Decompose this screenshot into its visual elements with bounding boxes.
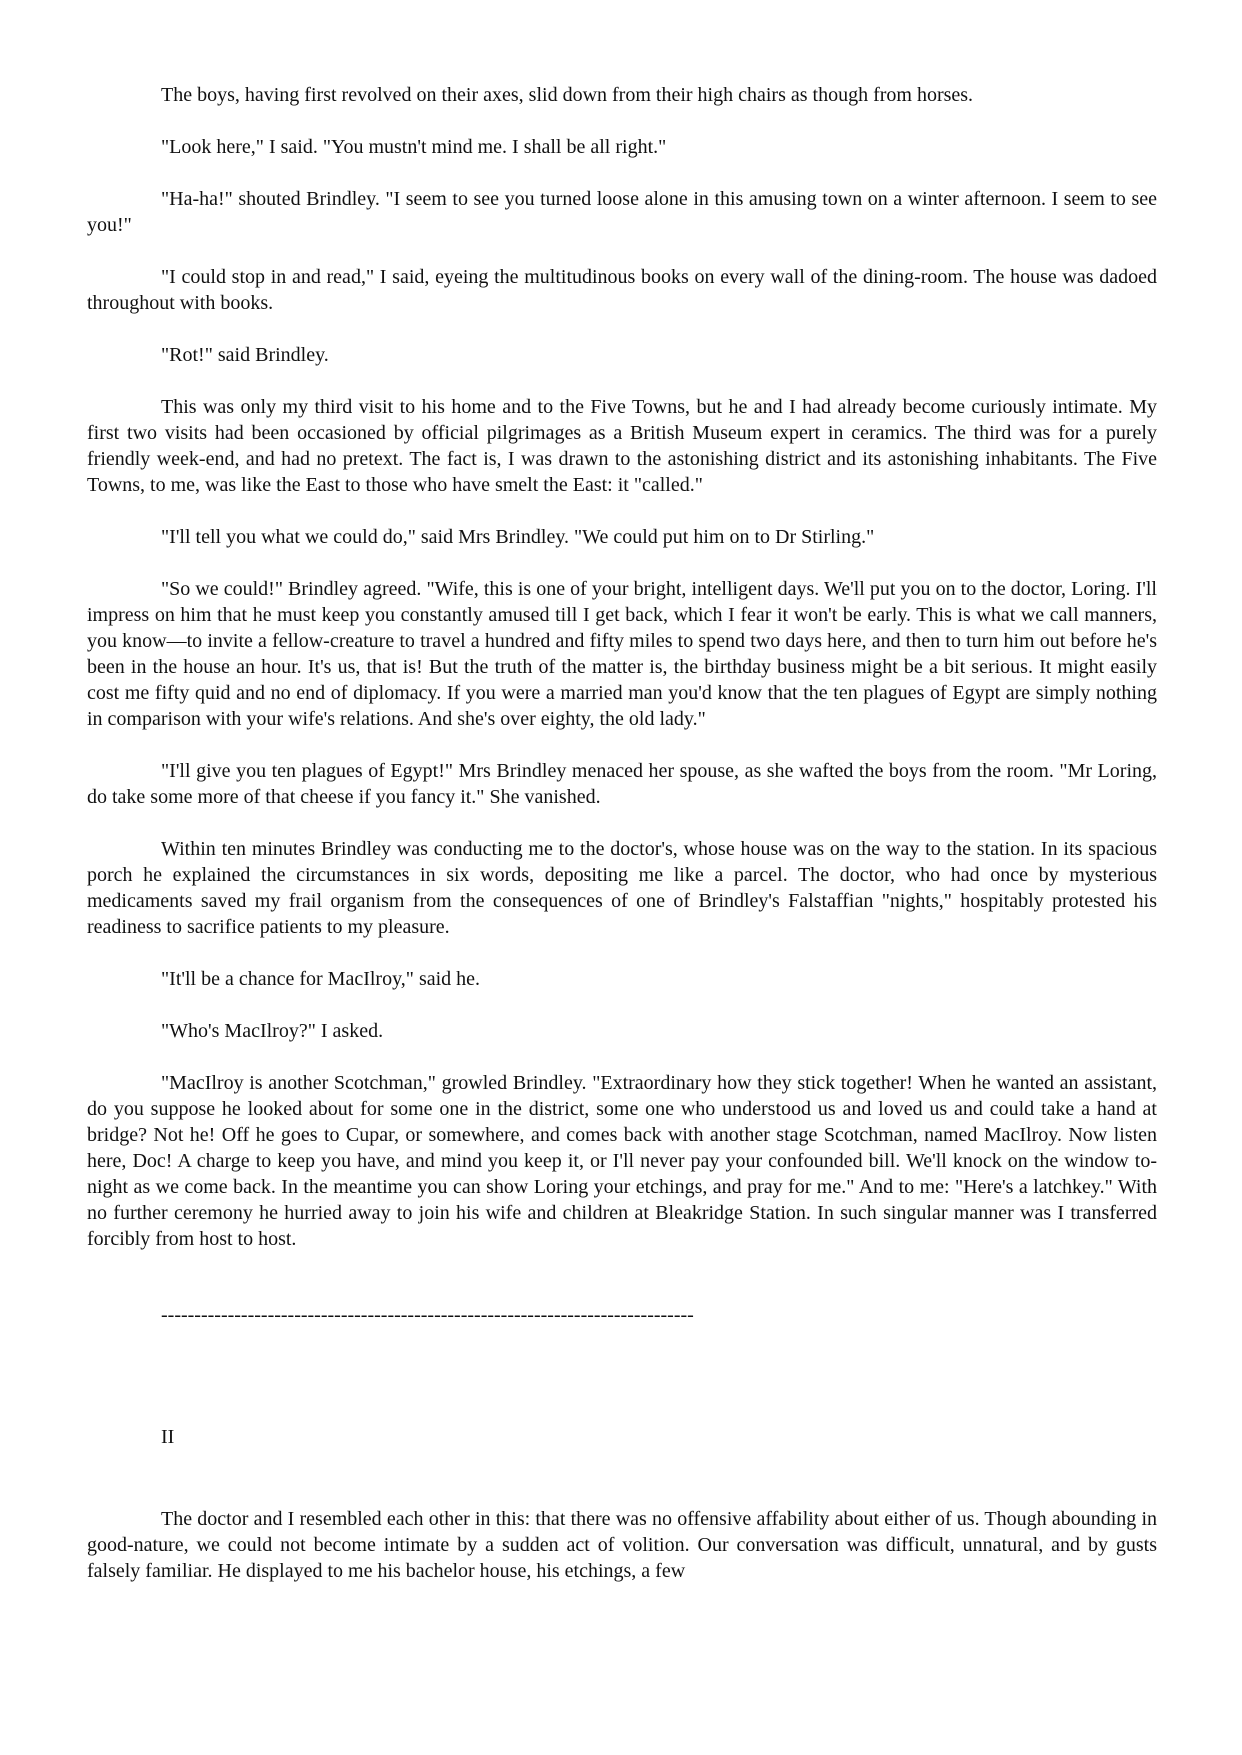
paragraph-dr-stirling: "I'll tell you what we could do," said Mrs Brindley. "We could put him on to Dr Stirling." <box>161 526 875 548</box>
paragraph-ten-plagues: "I'll give you ten plagues of Egypt!" Mrs Brindley menaced her spouse, as she wafted the boys from the room. "Mr Loring, do take some more of that cheese if you fancy it." She vanished. <box>87 760 1157 808</box>
paragraph-rot: "Rot!" said Brindley. <box>161 344 329 366</box>
paragraph-stop-in-and-read: "I could stop in and read," I said, eyeing the multitudinous books on every wall of the dining-room. The house was dadoed throughout with books. <box>87 266 1157 314</box>
section-separator: -------------------------------------------------------------------------------- <box>161 1304 694 1326</box>
paragraph-ha-ha: "Ha-ha!" shouted Brindley. "I seem to see you turned loose alone in this amusing town on a winter afternoon. I seem to see you!" <box>87 188 1157 236</box>
paragraph-another-scotchman: "MacIlroy is another Scotchman," growled Brindley. "Extraordinary how they stick together! When he wanted an assistant, do you suppose he looked about for some one in the district, some one who understood us and loved us and could take a hand at bridge? Not he! Off he goes to Cupar, or somewhere, and comes back with another stage Scotchman, named MacIlroy. Now listen here, Doc! A charge to keep you have, and mind you keep it, or I'll never pay your confounded bill. We'll knock on the window to-night as we come back. In the meantime you can show Loring your etchings, and pray for me." And to me: "Here's a latchkey." With no further ceremony he hurried away to join his wife and children at Bleakridge Station. In such singular manner was I transferred forcibly from host to host. <box>87 1072 1157 1250</box>
document-page <box>87 82 1157 1584</box>
paragraph-so-we-could: "So we could!" Brindley agreed. "Wife, this is one of your bright, intelligent days. We'll put you on to the doctor, Loring. I'll impress on him that he must keep you constantly amused till I get back, which I fear it won't be early. This is what we call manners, you know—to invite a fellow-creature to travel a hundred and fifty miles to spend two days here, and then to turn him out before he's been in the house an hour. It's us, that is! But the truth of the matter is, the birthday business might be a bit serious. It might easily cost me fifty quid and no end of diplomacy. If you were a married man you'd know that the ten plagues of Egypt are simply nothing in comparison with your wife's relations. And she's over eighty, the old lady." <box>87 578 1157 730</box>
paragraph-chance-for-macilroy: "It'll be a chance for MacIlroy," said he. <box>161 968 481 990</box>
section-heading: II <box>161 1426 175 1448</box>
paragraph-whos-macilroy: "Who's MacIlroy?" I asked. <box>161 1020 384 1042</box>
paragraph-boys-slid-down: The boys, having first revolved on their axes, slid down from their high chairs as though from horses. <box>161 84 974 106</box>
paragraph-within-ten-minutes: Within ten minutes Brindley was conducting me to the doctor's, whose house was on the way to the station. In its spacious porch he explained the circumstances in six words, depositing me like a parcel. The doctor, who had once by mysterious medicaments saved my frail organism from the consequences of one of Brindley's Falstaffian "nights," hospitably protested his readiness to sacrifice patients to my pleasure. <box>87 838 1157 938</box>
paragraph-third-visit: This was only my third visit to his home and to the Five Towns, but he and I had already become curiously intimate. My first two visits had been occasioned by official pilgrimages as a British Museum expert in ceramics. The third was for a purely friendly week-end, and had no pretext. The fact is, I was drawn to the astonishing district and its astonishing inhabitants. The Five Towns, to me, was like the East to those who have smelt the East: it "called." <box>87 396 1157 496</box>
paragraph-doctor-and-i: The doctor and I resembled each other in this: that there was no offensive affability about either of us. Though abounding in good-nature, we could not become intimate by a sudden act of volition. Our conversation was difficult, unnatural, and by gusts falsely familiar. He displayed to me his bachelor house, his etchings, a few <box>87 1508 1157 1582</box>
section-body <box>87 1506 1157 1584</box>
paragraph-look-here: "Look here," I said. "You mustn't mind me. I shall be all right." <box>161 136 667 158</box>
